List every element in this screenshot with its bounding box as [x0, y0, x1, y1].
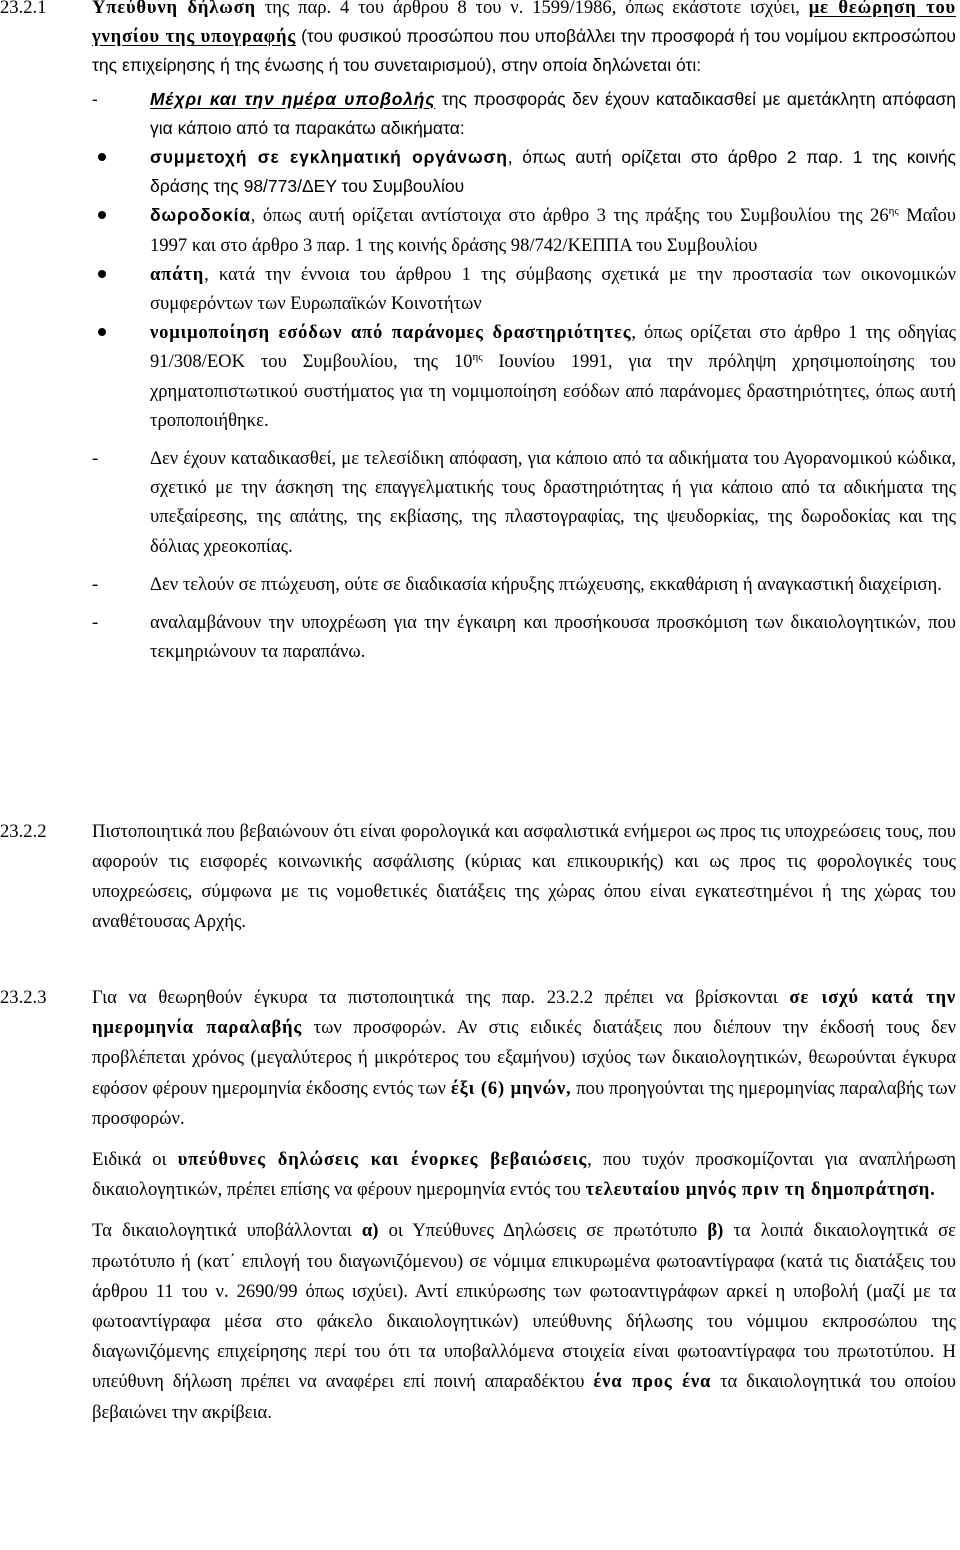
dash-item-convictions: - Μέχρι και την ημέρα υποβολής της προσφοράς δεν έχουν καταδικασθεί με αμετάκλητη απόφαση για κάποιο από τα παρακάτω αδικήματα: — [92, 85, 956, 143]
signature-verification-note: με θεώρηση του γνησίου της υπογραφής — [92, 0, 956, 48]
submission-paragraph: Τα δικαιολογητικά υποβάλλονται α) οι Υπεύθυνες Δηλώσεις σε πρωτότυπο β) τα λοιπά δικαιολογητικά σε πρωτότυπο ή (κατ΄ επιλογή του διαγωνιζόμενου) σε νόμιμα επικυρωμένα φωτοαντίγραφα (κατά τις διατάξεις του άρθρου 11 του ν. 2690/99 όπως ισχύει). Αντί επικύρωσης των φωτοαντιγράφων αρκεί η υποβολή (μαζί με τα φωτοαντίγραφα μέσα στο φάκελο δικαιολογητικών) υπεύθυνης δήλωσης του νόμιμου εκπροσώπου της διαγωνιζόμενης επιχείρησης περί του ότι τα υποβαλλόμενα στοιχεία είναι φωτοαντίγραφα του πρωτοτύπου. Η υπεύθυνη δήλωση πρέπει να αναφέρει επί ποινή απαραδέκτου ένα προς ένα τα δικαιολογητικά του οποίου βεβαιώνει την ακρίβεια. — [92, 1220, 957, 1423]
validity-paragraph: Για να θεωρηθούν έγκυρα τα πιστοποιητικά της παρ. 23.2.2 πρέπει να βρίσκονται σε ισχύ κατά την ημερομηνία παραλαβής των προσφορών. Αν στις ειδικές διατάξεις που διέπουν την έκδοσή τους δεν προβλέπεται χρόνος (μεγαλύτερος ή μικρότερος του εξαμήνου) ισχύος των δικαιολογητικών, θεωρούνται έγκυρα εφόσον φέρουν ημερομηνία έκδοσης εντός των έξι (6) μηνών, που προηγούνται της ημερομηνίας παραλαβής των προσφορών. — [92, 987, 956, 1129]
intro-paragraph: Υπεύθυνη δήλωση της παρ. 4 του άρθρου 8 του ν. 1599/1986, όπως εκάστοτε ισχύει, με θεώρηση του γνησίου της υπογραφής (του φυσικού προσώπου που υποβάλλει την προσφορά ή του νομίμου εκπροσώπου της επιχείρησης ή της ένωσης ή του συνεταιρισμού), στην οποία δηλώνεται ότι: — [92, 0, 956, 81]
certificates-paragraph: Πιστοποιητικά που βεβαιώνουν ότι είναι φορολογικά και ασφαλιστικά ενήμεροι ως προς τις υποχρεώσεις τους, που αφορούν τις εισφορές κοινωνικής ασφάλισης (κύριας και επικουρικής) και ως προς τις φορολογικές τους υποχρεώσεις, σύμφωνα με τις νομοθετικές διατάξεις της χώρας όπου είναι εγκατεστημένοι ή της χώρας του αναθέτουσας Αρχής. — [92, 821, 956, 932]
list-item: συμμετοχή σε εγκληματική οργάνωση, όπως αυτή ορίζεται στο άρθρο 2 παρ. 1 της κοινής δράσης της 98/773/ΔΕΥ του Συμβουλίου — [92, 143, 956, 201]
dash-item-market-code: - Δεν έχουν καταδικασθεί, με τελεσίδικη απόφαση, για κάποιο από τα αδικήματα του Αγορανομικού κώδικα, σχετικό με την άσκηση της επαγγελματικής τους δραστηριότητας ή για κάποιο από τα αδικήματα της υπεξαίρεσης, της απάτης, της εκβίασης, της πλαστογραφίας, της ψευδορκίας, της δωροδοκίας και της δόλιας χρεοκοπίας. — [92, 444, 956, 561]
list-item: νομιμοποίηση εσόδων από παράνομες δραστηριότητες, όπως ορίζεται στο άρθρο 1 της οδηγίας 91/308/ΕΟΚ του Συμβουλίου, της $10^{\eta\varsigma}$ Ιουνίου 1991, για την πρόληψη χρησιμοποίησης του χρηματοπιστωτικού συστήματος για τη νομιμοποίηση εσόδων από παράνομες δραστηριότητες, όπως αυτή τροποποιήθηκε. — [92, 318, 956, 435]
bullet-icon — [98, 328, 106, 336]
dash-marker: - — [92, 88, 98, 109]
section-number: 23.2.1 — [0, 0, 47, 18]
list-item: δωροδοκία, όπως αυτή ορίζεται αντίστοιχα στο άρθρο 3 της πράξης του Συμβουλίου της $26^{\eta\varsigma}$ Μαΐου 1997 και στο άρθρο 3 παρ. 1 της κοινής δράσης 98/742/ΚΕΠΠΑ του Συμβουλίου — [92, 201, 956, 259]
dash-marker: - — [92, 448, 99, 470]
section-body — [92, 0, 956, 666]
offence-list — [92, 143, 956, 435]
list-item: απάτη, κατά την έννοια του άρθρου 1 της σύμβασης σχετικά με την προστασία των οικονομικών συμφερόντων των Ευρωπαϊκών Κοινοτήτων — [92, 260, 956, 318]
section-body — [92, 983, 956, 1428]
bullet-icon — [98, 153, 106, 161]
section-number: 23.2.2 — [0, 821, 47, 842]
bullet-icon — [98, 270, 106, 278]
dash-item-bankruptcy: - Δεν τελούν σε πτώχευση, ούτε σε διαδικασία κήρυξης πτώχευσης, εκκαθάριση ή αναγκαστική διαχείριση. — [92, 570, 956, 599]
bullet-icon — [98, 211, 106, 219]
dash-marker: - — [92, 612, 99, 634]
declaration-title: Υπεύθυνη δήλωση — [92, 0, 256, 18]
section-body — [92, 817, 956, 937]
dash-item-obligation: - αναλαμβάνουν την υποχρέωση για την έγκαιρη και προσήκουσα προσκόμιση των δικαιολογητικών, που τεκμηριώνουν τα παραπάνω. — [92, 608, 956, 666]
declarations-paragraph: Ειδικά οι υπεύθυνες δηλώσεις και ένορκες βεβαιώσεις, που τυχόν προσκομίζονται για αναπλήρωση δικαιολογητικών, πρέπει επίσης να φέρουν ημερομηνία εντός του τελευταίου μηνός πριν τη δημοπράτηση. — [92, 1149, 957, 1201]
section-number: 23.2.3 — [0, 987, 47, 1008]
dash-marker: - — [92, 573, 99, 595]
